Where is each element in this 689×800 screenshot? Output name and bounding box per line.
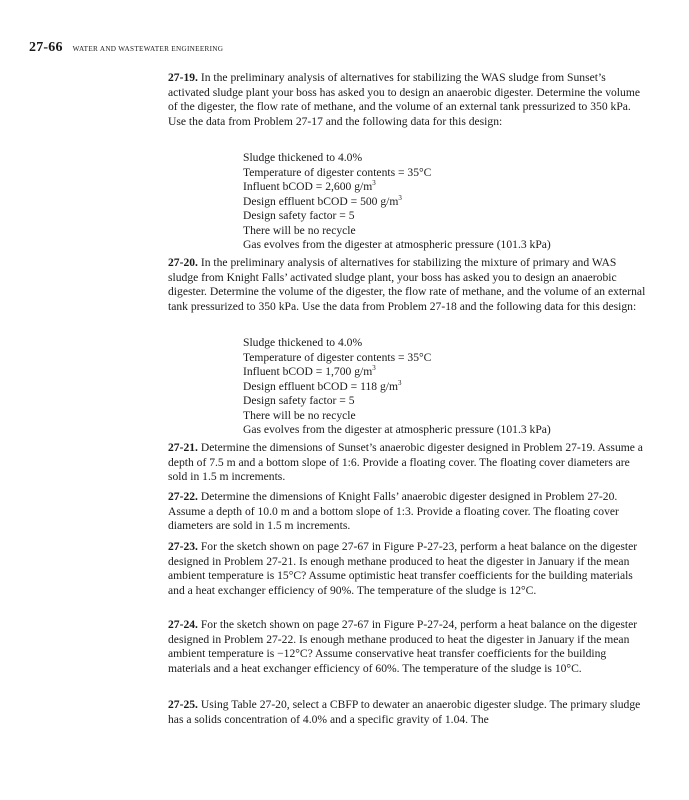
problem-27-19-data: [243, 151, 643, 253]
problem-27-23: [168, 540, 648, 598]
problem-number: 27-25.: [168, 698, 198, 711]
problem-27-24: [168, 618, 648, 676]
data-line: Sludge thickened to 4.0%: [243, 336, 363, 349]
problem-text: Determine the dimensions of Knight Falls’ anaerobic digester designed in Problem 27-20. Assume a depth of 10.0 m and a bottom slope of 1:3. Provide a floating cover. The floating cover diameters are sold in 1.5 m increments.: [168, 490, 619, 533]
problem-text: Using Table 27-20, select a CBFP to dewater an anaerobic digester sludge. The primary sludge has a solids concentration of 4.0% and a specific gravity of 1.04. The: [168, 698, 641, 726]
problem-27-21: [168, 441, 648, 485]
data-line: There will be no recycle: [243, 223, 356, 237]
problem-27-22: [168, 490, 648, 534]
superscript: 3: [372, 179, 376, 187]
data-line: Design effluent bCOD = 500 $g/m^3$: [243, 193, 402, 208]
problem-text: In the preliminary analysis of alternatives for stabilizing the WAS sludge from Sunset’s activated sludge plant your boss has asked you to design an anaerobic digester. Determine the volume of the digester, the flow rate of methane, and the volume of an external tank pressurized to 350 kPa. Use the data from Problem 27-17 and the following data for this design:: [168, 71, 640, 128]
problem-number: 27-20.: [168, 256, 198, 269]
data-line: Gas evolves from the digester at atmospheric pressure (101.3 kPa): [243, 238, 551, 251]
superscript: 3: [398, 378, 402, 387]
running-head: [29, 40, 223, 56]
superscript: 3: [372, 364, 376, 372]
problem-text: Determine the dimensions of Sunset’s anaerobic digester designed in Problem 27-19. Assume a depth of 7.5 m and a bottom slope of 1:6. Provide a floating cover. The floating cover diameters are sold in 1.5 m increments.: [168, 441, 643, 484]
data-line: Design effluent bCOD = 118 $g/m^3$: [243, 378, 402, 393]
problem-text: For the sketch shown on page 27-67 in Figure P-27-24, perform a heat balance on the digester designed in Problem 27-22. Is enough methane produced to heat the digester in January if the mean ambient temperature is −12°C? Assume conservative heat transfer coefficients for the building materials and a heat exchanger efficiency of 60%. The temperature of the sludge is 10°C.: [168, 618, 638, 675]
running-title: WATER AND WASTEWATER ENGINEERING: [72, 45, 224, 53]
data-line: Influent bCOD = 2,600 $g/m^3$: [243, 179, 376, 193]
problem-27-20: [168, 256, 648, 314]
problem-text: In the preliminary analysis of alternatives for stabilizing the mixture of primary and WAS sludge from Knight Falls’ activated sludge plant, your boss has asked you to design an anaerobic digester. Determine the volume of the digester, the flow rate of methane, and the volume of an external tank pressurized to 350 kPa. Use the data from Problem 27-18 and the following data for this design:: [168, 256, 646, 313]
problem-number: 27-24.: [168, 618, 198, 631]
problem-27-25: [168, 698, 648, 727]
data-line: Temperature of digester contents = 35°C: [243, 350, 432, 364]
data-line: There will be no recycle: [243, 408, 356, 422]
data-line: Gas evolves from the digester at atmospheric pressure (101.3 kPa): [243, 423, 551, 436]
data-line: Sludge thickened to 4.0%: [243, 151, 363, 164]
data-line: Temperature of digester contents = 35°C: [243, 165, 432, 179]
problem-number: 27-21.: [168, 441, 198, 454]
problem-number: 27-23.: [168, 540, 198, 553]
problem-27-19: [168, 71, 648, 129]
problem-text: For the sketch shown on page 27-67 in Figure P-27-23, perform a heat balance on the digester designed in Problem 27-21. Is enough methane produced to heat the digester in January if the mean ambient temperature is 15°C? Assume optimistic heat transfer coefficients for the building materials and a heat exchanger efficiency of 90%. The temperature of the sludge is 12°C.: [168, 540, 638, 597]
data-line: Design safety factor = 5: [243, 394, 355, 407]
data-line: Influent bCOD = 1,700 $g/m^3$: [243, 364, 376, 378]
problem-number: 27-22.: [168, 490, 198, 503]
problem-27-20-data: [243, 336, 643, 438]
page-number: 27-66: [29, 40, 63, 55]
superscript: 3: [398, 193, 402, 202]
problem-number: 27-19.: [168, 71, 198, 84]
data-line: Design safety factor = 5: [243, 209, 355, 222]
